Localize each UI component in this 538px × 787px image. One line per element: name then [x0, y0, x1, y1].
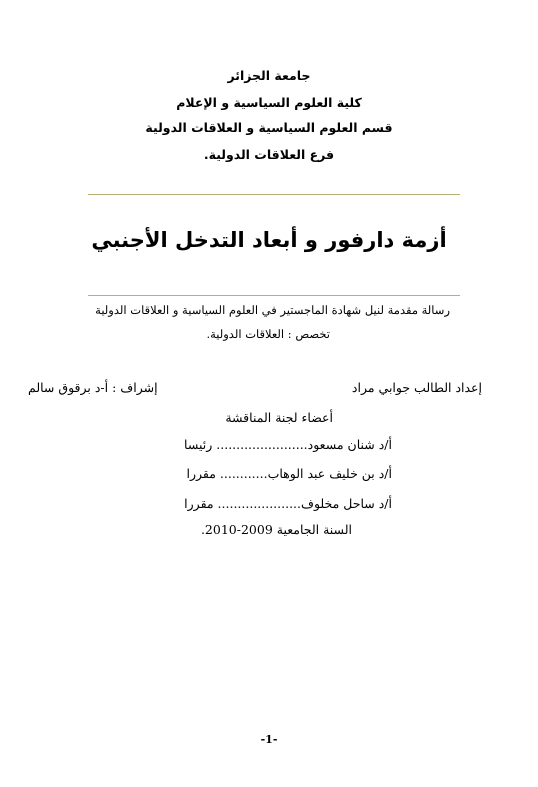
page-number: -1- — [260, 733, 278, 746]
branch-name: فرع العلاقات الدولية. — [203, 147, 335, 162]
prepared-by: إعداد الطالب جوابي مراد — [351, 380, 482, 395]
academic-year: السنة الجامعية 2009-2010. — [200, 522, 352, 537]
supervised-by: إشراف : أ-د برقوق سالم — [28, 380, 158, 395]
top-divider — [88, 194, 460, 195]
department-name: قسم العلوم السياسية و العلاقات الدولية — [145, 120, 393, 135]
thesis-specialty: تخصص : العلاقات الدولية. — [206, 327, 330, 341]
thesis-purpose: رسالة مقدمة لنيل شهادة الماجستير في العلوم السياسية و العلاقات الدولية — [95, 303, 450, 317]
bottom-divider — [88, 295, 460, 296]
committee-member: أ/د ساحل مخلوف..................... مقررا — [184, 496, 392, 511]
university-name: جامعة الجزائر — [227, 68, 311, 83]
faculty-name: كلية العلوم السياسية و الإعلام — [176, 95, 362, 110]
thesis-title: أزمة دارفور و أبعاد التدخل الأجنبي — [91, 228, 447, 252]
committee-member: أ/د شنان مسعود....................... رئيسا — [184, 437, 392, 452]
committee-heading: أعضاء لجنة المناقشة — [225, 410, 333, 425]
committee-member: أ/د بن خليف عبد الوهاب............ مقررا — [186, 466, 392, 481]
